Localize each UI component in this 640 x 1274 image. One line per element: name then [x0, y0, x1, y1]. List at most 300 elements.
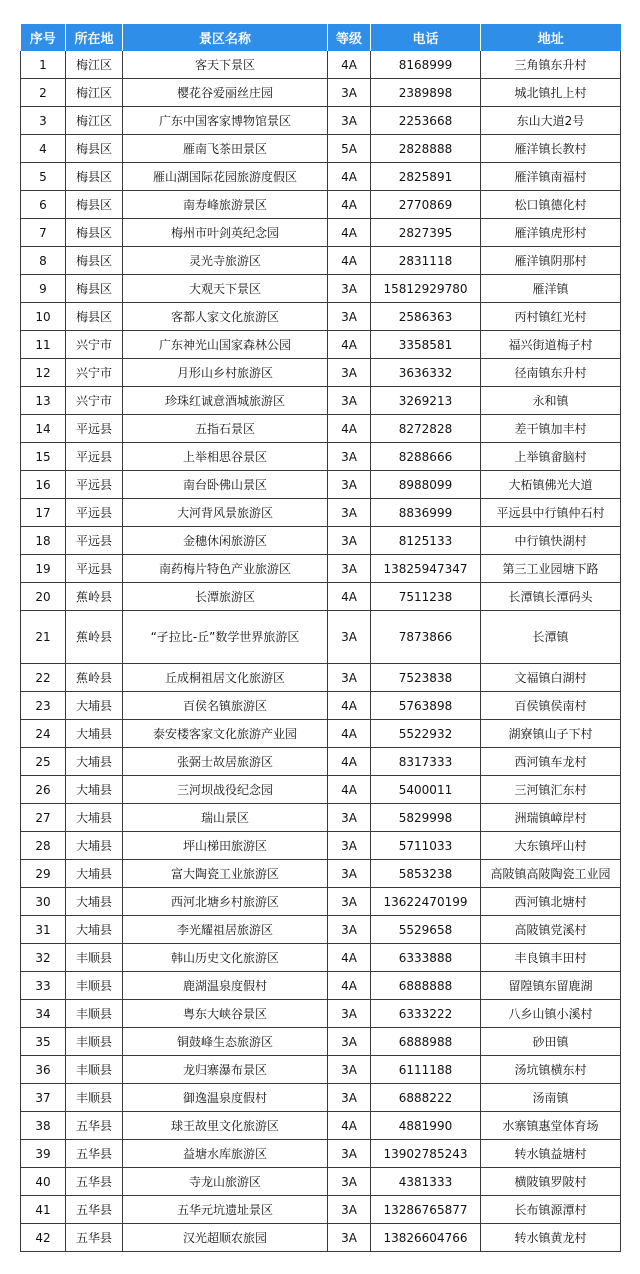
cell-phone: 6333222	[371, 1000, 481, 1028]
cell-scenic-name: 韩山历史文化旅游区	[123, 944, 328, 972]
cell-phone: 8168999	[371, 51, 481, 79]
cell-scenic-name: 寺龙山旅游区	[123, 1168, 328, 1196]
cell-scenic-name: 月形山乡村旅游区	[123, 359, 328, 387]
cell-address: 福兴街道梅子村	[481, 331, 621, 359]
cell-address: 上举镇畲脑村	[481, 443, 621, 471]
cell-index: 10	[21, 303, 66, 331]
cell-scenic-name: 雁南飞茶田景区	[123, 135, 328, 163]
cell-scenic-name: 李光耀祖居旅游区	[123, 916, 328, 944]
cell-grade: 3A	[328, 832, 371, 860]
cell-phone: 6888222	[371, 1084, 481, 1112]
cell-phone: 6333888	[371, 944, 481, 972]
cell-phone: 2831118	[371, 247, 481, 275]
table-row	[21, 748, 621, 776]
header-index: 序号	[21, 24, 66, 51]
cell-grade: 3A	[328, 275, 371, 303]
cell-address: 大东镇坪山村	[481, 832, 621, 860]
cell-address: 长潭镇长潭码头	[481, 583, 621, 611]
cell-grade: 3A	[328, 359, 371, 387]
cell-phone: 6111188	[371, 1056, 481, 1084]
cell-address: 西河镇北塘村	[481, 888, 621, 916]
cell-grade: 3A	[328, 527, 371, 555]
cell-index: 33	[21, 972, 66, 1000]
cell-address: 转水镇黄龙村	[481, 1224, 621, 1252]
cell-address: 长布镇源潭村	[481, 1196, 621, 1224]
cell-grade: 3A	[328, 303, 371, 331]
cell-scenic-name: 龙归寨瀑布景区	[123, 1056, 328, 1084]
cell-location: 平远县	[66, 499, 123, 527]
cell-scenic-name: 南药梅片特色产业旅游区	[123, 555, 328, 583]
cell-location: 平远县	[66, 443, 123, 471]
cell-index: 12	[21, 359, 66, 387]
table-row	[21, 471, 621, 499]
cell-scenic-name: 上举相思谷景区	[123, 443, 328, 471]
cell-index: 6	[21, 191, 66, 219]
header-location: 所在地	[66, 24, 123, 51]
cell-address: 高陂镇高陂陶瓷工业园	[481, 860, 621, 888]
table-row	[21, 1084, 621, 1112]
cell-phone: 6888988	[371, 1028, 481, 1056]
cell-scenic-name: 大观天下景区	[123, 275, 328, 303]
cell-index: 40	[21, 1168, 66, 1196]
cell-grade: 3A	[328, 804, 371, 832]
cell-address: 第三工业园塘下路	[481, 555, 621, 583]
cell-phone: 3269213	[371, 387, 481, 415]
cell-grade: 5A	[328, 135, 371, 163]
cell-location: 大埔县	[66, 832, 123, 860]
cell-address: 长潭镇	[481, 611, 621, 664]
table-row	[21, 135, 621, 163]
table-row	[21, 944, 621, 972]
cell-grade: 3A	[328, 499, 371, 527]
cell-phone: 13286765877	[371, 1196, 481, 1224]
cell-location: 大埔县	[66, 888, 123, 916]
cell-index: 17	[21, 499, 66, 527]
cell-index: 9	[21, 275, 66, 303]
cell-index: 19	[21, 555, 66, 583]
cell-phone: 3358581	[371, 331, 481, 359]
cell-grade: 4A	[328, 219, 371, 247]
cell-phone: 2389898	[371, 79, 481, 107]
cell-location: 梅县区	[66, 191, 123, 219]
cell-grade: 3A	[328, 471, 371, 499]
cell-location: 五华县	[66, 1196, 123, 1224]
cell-phone: 8125133	[371, 527, 481, 555]
cell-address: 中行镇快湖村	[481, 527, 621, 555]
table-row	[21, 1224, 621, 1252]
table-row	[21, 443, 621, 471]
cell-location: 丰顺县	[66, 944, 123, 972]
cell-address: 雁洋镇阴那村	[481, 247, 621, 275]
cell-grade: 3A	[328, 387, 371, 415]
cell-address: 汤坑镇横东村	[481, 1056, 621, 1084]
cell-index: 24	[21, 720, 66, 748]
cell-grade: 4A	[328, 1112, 371, 1140]
cell-phone: 5529658	[371, 916, 481, 944]
table-row	[21, 776, 621, 804]
cell-scenic-name: 张弼士故居旅游区	[123, 748, 328, 776]
cell-grade: 4A	[328, 583, 371, 611]
cell-scenic-name: 客都人家文化旅游区	[123, 303, 328, 331]
cell-index: 29	[21, 860, 66, 888]
cell-grade: 3A	[328, 1196, 371, 1224]
cell-grade: 4A	[328, 692, 371, 720]
cell-location: 梅江区	[66, 51, 123, 79]
cell-index: 30	[21, 888, 66, 916]
cell-index: 34	[21, 1000, 66, 1028]
table-row	[21, 972, 621, 1000]
cell-location: 丰顺县	[66, 1028, 123, 1056]
cell-phone: 2827395	[371, 219, 481, 247]
cell-address: 雁洋镇虎形村	[481, 219, 621, 247]
cell-index: 20	[21, 583, 66, 611]
table-row	[21, 387, 621, 415]
cell-grade: 4A	[328, 191, 371, 219]
cell-phone: 6888888	[371, 972, 481, 1000]
header-scenic-name: 景区名称	[123, 24, 328, 51]
cell-location: 丰顺县	[66, 1084, 123, 1112]
table-row	[21, 303, 621, 331]
cell-phone: 15812929780	[371, 275, 481, 303]
table-row	[21, 499, 621, 527]
table-row	[21, 79, 621, 107]
cell-grade: 4A	[328, 247, 371, 275]
cell-grade: 3A	[328, 1168, 371, 1196]
cell-phone: 2770869	[371, 191, 481, 219]
cell-address: 永和镇	[481, 387, 621, 415]
table-row	[21, 163, 621, 191]
table-body	[21, 51, 621, 1252]
cell-scenic-name: 汉光超顺农旅园	[123, 1224, 328, 1252]
cell-grade: 4A	[328, 944, 371, 972]
cell-scenic-name: 富大陶瓷工业旅游区	[123, 860, 328, 888]
cell-grade: 3A	[328, 860, 371, 888]
scenic-spots-table-container	[20, 24, 620, 1252]
cell-location: 丰顺县	[66, 972, 123, 1000]
cell-grade: 3A	[328, 888, 371, 916]
cell-address: 丰良镇丰田村	[481, 944, 621, 972]
cell-phone: 13902785243	[371, 1140, 481, 1168]
cell-scenic-name: 五指石景区	[123, 415, 328, 443]
cell-phone: 2825891	[371, 163, 481, 191]
table-row	[21, 107, 621, 135]
cell-grade: 4A	[328, 331, 371, 359]
cell-index: 4	[21, 135, 66, 163]
cell-phone: 13825947347	[371, 555, 481, 583]
cell-location: 丰顺县	[66, 1056, 123, 1084]
cell-address: 东山大道2号	[481, 107, 621, 135]
cell-location: 梅县区	[66, 219, 123, 247]
cell-index: 37	[21, 1084, 66, 1112]
cell-address: 文福镇白湖村	[481, 664, 621, 692]
table-row	[21, 219, 621, 247]
cell-index: 22	[21, 664, 66, 692]
cell-location: 梅江区	[66, 107, 123, 135]
cell-phone: 8988099	[371, 471, 481, 499]
cell-location: 大埔县	[66, 748, 123, 776]
cell-location: 五华县	[66, 1140, 123, 1168]
cell-location: 兴宁市	[66, 331, 123, 359]
cell-grade: 3A	[328, 107, 371, 135]
cell-index: 35	[21, 1028, 66, 1056]
cell-location: 平远县	[66, 415, 123, 443]
cell-index: 13	[21, 387, 66, 415]
cell-address: 高陂镇党溪村	[481, 916, 621, 944]
cell-address: 留隍镇东留鹿湖	[481, 972, 621, 1000]
cell-scenic-name: 五华元坑遗址景区	[123, 1196, 328, 1224]
table-row	[21, 804, 621, 832]
cell-location: 平远县	[66, 527, 123, 555]
header-grade: 等级	[328, 24, 371, 51]
cell-index: 18	[21, 527, 66, 555]
cell-scenic-name: 百侯名镇旅游区	[123, 692, 328, 720]
cell-index: 7	[21, 219, 66, 247]
cell-address: 八乡山镇小溪村	[481, 1000, 621, 1028]
cell-phone: 8288666	[371, 443, 481, 471]
cell-index: 21	[21, 611, 66, 664]
table-row	[21, 1140, 621, 1168]
cell-address: 丙村镇红光村	[481, 303, 621, 331]
table-row	[21, 1028, 621, 1056]
table-row	[21, 555, 621, 583]
cell-grade: 3A	[328, 1056, 371, 1084]
cell-index: 32	[21, 944, 66, 972]
header-phone: 电话	[371, 24, 481, 51]
cell-phone: 5763898	[371, 692, 481, 720]
table-row	[21, 1112, 621, 1140]
cell-location: 梅县区	[66, 275, 123, 303]
cell-index: 2	[21, 79, 66, 107]
cell-phone: 2253668	[371, 107, 481, 135]
cell-location: 蕉岭县	[66, 611, 123, 664]
cell-index: 38	[21, 1112, 66, 1140]
cell-grade: 4A	[328, 163, 371, 191]
cell-phone: 5400011	[371, 776, 481, 804]
cell-index: 14	[21, 415, 66, 443]
cell-grade: 4A	[328, 720, 371, 748]
cell-scenic-name: 客天下景区	[123, 51, 328, 79]
cell-address: 转水镇益塘村	[481, 1140, 621, 1168]
table-row	[21, 611, 621, 664]
cell-grade: 4A	[328, 776, 371, 804]
cell-index: 8	[21, 247, 66, 275]
cell-address: 平远县中行镇仲石村	[481, 499, 621, 527]
cell-index: 42	[21, 1224, 66, 1252]
table-row	[21, 527, 621, 555]
cell-address: 横陂镇罗陂村	[481, 1168, 621, 1196]
cell-phone: 2586363	[371, 303, 481, 331]
cell-scenic-name: 珍珠红诚意酒城旅游区	[123, 387, 328, 415]
cell-location: 蕉岭县	[66, 664, 123, 692]
cell-index: 28	[21, 832, 66, 860]
cell-address: 差干镇加丰村	[481, 415, 621, 443]
cell-phone: 4881990	[371, 1112, 481, 1140]
cell-address: 西河镇车龙村	[481, 748, 621, 776]
cell-address: 洲瑞镇嶂岸村	[481, 804, 621, 832]
cell-grade: 3A	[328, 1140, 371, 1168]
cell-grade: 4A	[328, 748, 371, 776]
cell-location: 五华县	[66, 1168, 123, 1196]
cell-grade: 3A	[328, 1028, 371, 1056]
cell-phone: 5522932	[371, 720, 481, 748]
cell-scenic-name: 广东中国客家博物馆景区	[123, 107, 328, 135]
scenic-spots-table	[20, 24, 621, 1252]
cell-index: 39	[21, 1140, 66, 1168]
cell-scenic-name: 粤东大峡谷景区	[123, 1000, 328, 1028]
cell-index: 27	[21, 804, 66, 832]
cell-scenic-name: 广东神光山国家森林公园	[123, 331, 328, 359]
cell-location: 梅县区	[66, 247, 123, 275]
header-address: 地址	[481, 24, 621, 51]
cell-scenic-name: 南台卧佛山景区	[123, 471, 328, 499]
cell-grade: 3A	[328, 555, 371, 583]
table-row	[21, 1168, 621, 1196]
cell-grade: 4A	[328, 51, 371, 79]
table-row	[21, 1056, 621, 1084]
cell-grade: 3A	[328, 79, 371, 107]
cell-grade: 3A	[328, 443, 371, 471]
cell-scenic-name: 益塘水库旅游区	[123, 1140, 328, 1168]
cell-scenic-name: 坪山梯田旅游区	[123, 832, 328, 860]
cell-address: 城北镇扎上村	[481, 79, 621, 107]
cell-scenic-name: 长潭旅游区	[123, 583, 328, 611]
cell-index: 23	[21, 692, 66, 720]
table-row	[21, 692, 621, 720]
cell-location: 大埔县	[66, 916, 123, 944]
cell-grade: 3A	[328, 611, 371, 664]
cell-scenic-name: 梅州市叶剑英纪念园	[123, 219, 328, 247]
cell-index: 26	[21, 776, 66, 804]
table-row	[21, 720, 621, 748]
cell-address: 三河镇汇东村	[481, 776, 621, 804]
cell-location: 五华县	[66, 1224, 123, 1252]
cell-location: 兴宁市	[66, 387, 123, 415]
cell-grade: 3A	[328, 1000, 371, 1028]
cell-address: 砂田镇	[481, 1028, 621, 1056]
cell-scenic-name: 丘成桐祖居文化旅游区	[123, 664, 328, 692]
cell-address: 湖寮镇山子下村	[481, 720, 621, 748]
table-row	[21, 916, 621, 944]
table-row	[21, 415, 621, 443]
cell-location: 平远县	[66, 555, 123, 583]
cell-grade: 4A	[328, 415, 371, 443]
cell-address: 百侯镇侯南村	[481, 692, 621, 720]
table-row	[21, 888, 621, 916]
cell-location: 大埔县	[66, 776, 123, 804]
cell-index: 1	[21, 51, 66, 79]
cell-location: 大埔县	[66, 804, 123, 832]
table-header-row	[21, 24, 621, 51]
table-row	[21, 331, 621, 359]
table-row	[21, 1196, 621, 1224]
cell-grade: 3A	[328, 1084, 371, 1112]
table-row	[21, 1000, 621, 1028]
cell-scenic-name: 大河背风景旅游区	[123, 499, 328, 527]
cell-scenic-name: 泰安楼客家文化旅游产业园	[123, 720, 328, 748]
cell-address: 汤南镇	[481, 1084, 621, 1112]
cell-phone: 7873866	[371, 611, 481, 664]
cell-phone: 5829998	[371, 804, 481, 832]
cell-scenic-name: 鹿湖温泉度假村	[123, 972, 328, 1000]
cell-address: 三角镇东升村	[481, 51, 621, 79]
table-header	[21, 24, 621, 51]
table-row	[21, 832, 621, 860]
cell-phone: 7511238	[371, 583, 481, 611]
table-row	[21, 860, 621, 888]
cell-location: 兴宁市	[66, 359, 123, 387]
cell-address: 径南镇东升村	[481, 359, 621, 387]
cell-location: 平远县	[66, 471, 123, 499]
cell-scenic-name: 南寿峰旅游景区	[123, 191, 328, 219]
cell-scenic-name: 樱花谷爱丽丝庄园	[123, 79, 328, 107]
table-row	[21, 191, 621, 219]
table-row	[21, 51, 621, 79]
cell-scenic-name: “孑拉比-丘”数学世界旅游区	[123, 611, 328, 664]
cell-scenic-name: 三河坝战役纪念园	[123, 776, 328, 804]
cell-phone: 13622470199	[371, 888, 481, 916]
cell-phone: 5853238	[371, 860, 481, 888]
cell-location: 五华县	[66, 1112, 123, 1140]
cell-scenic-name: 金穗休闲旅游区	[123, 527, 328, 555]
cell-index: 41	[21, 1196, 66, 1224]
cell-scenic-name: 瑞山景区	[123, 804, 328, 832]
cell-index: 16	[21, 471, 66, 499]
cell-grade: 3A	[328, 664, 371, 692]
cell-location: 丰顺县	[66, 1000, 123, 1028]
table-row	[21, 359, 621, 387]
cell-address: 雁洋镇南福村	[481, 163, 621, 191]
cell-address: 水寨镇惠堂体育场	[481, 1112, 621, 1140]
cell-phone: 13826604766	[371, 1224, 481, 1252]
cell-scenic-name: 铜鼓峰生态旅游区	[123, 1028, 328, 1056]
cell-phone: 8317333	[371, 748, 481, 776]
cell-location: 大埔县	[66, 692, 123, 720]
cell-location: 梅县区	[66, 163, 123, 191]
cell-location: 大埔县	[66, 720, 123, 748]
cell-phone: 3636332	[371, 359, 481, 387]
cell-location: 梅江区	[66, 79, 123, 107]
cell-scenic-name: 雁山湖国际花园旅游度假区	[123, 163, 328, 191]
cell-index: 5	[21, 163, 66, 191]
cell-scenic-name: 球王故里文化旅游区	[123, 1112, 328, 1140]
cell-scenic-name: 西河北塘乡村旅游区	[123, 888, 328, 916]
cell-location: 梅县区	[66, 135, 123, 163]
table-row	[21, 275, 621, 303]
table-row	[21, 247, 621, 275]
cell-address: 雁洋镇长教村	[481, 135, 621, 163]
cell-grade: 4A	[328, 972, 371, 1000]
cell-index: 15	[21, 443, 66, 471]
cell-scenic-name: 灵光寺旅游区	[123, 247, 328, 275]
cell-phone: 4381333	[371, 1168, 481, 1196]
cell-address: 雁洋镇	[481, 275, 621, 303]
table-row	[21, 583, 621, 611]
cell-location: 大埔县	[66, 860, 123, 888]
cell-index: 25	[21, 748, 66, 776]
cell-phone: 7523838	[371, 664, 481, 692]
cell-index: 11	[21, 331, 66, 359]
cell-grade: 3A	[328, 1224, 371, 1252]
cell-address: 松口镇德化村	[481, 191, 621, 219]
cell-phone: 8272828	[371, 415, 481, 443]
cell-address: 大柘镇佛光大道	[481, 471, 621, 499]
cell-index: 31	[21, 916, 66, 944]
table-row	[21, 664, 621, 692]
cell-location: 蕉岭县	[66, 583, 123, 611]
cell-scenic-name: 御逸温泉度假村	[123, 1084, 328, 1112]
cell-index: 3	[21, 107, 66, 135]
cell-grade: 3A	[328, 916, 371, 944]
